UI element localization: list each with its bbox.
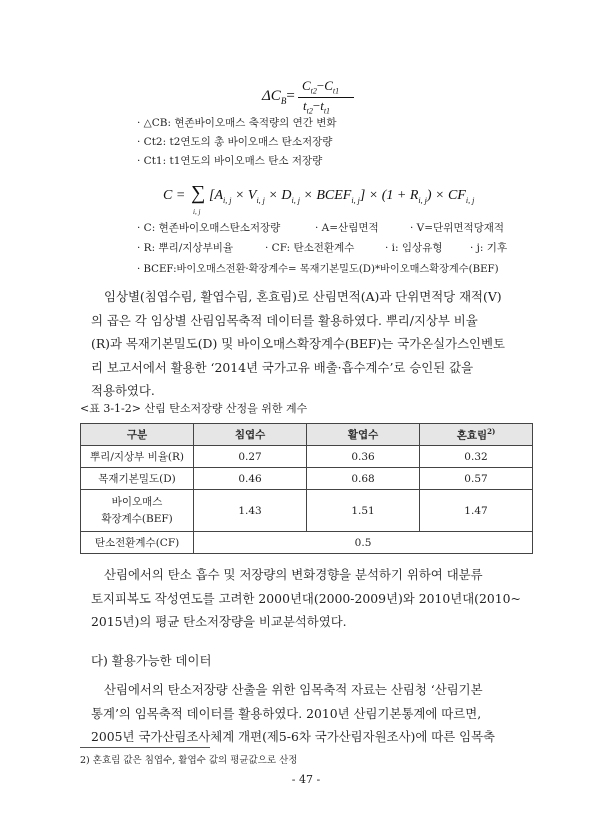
formula-den-sub2: t1 <box>323 106 331 116</box>
formula-den-t2: t <box>320 98 324 113</box>
paragraph-line: 산림에서의 탄소저장량 산출을 위한 임목축적 자료는 산림청 ‘산림기본 <box>104 682 483 697</box>
bullet-delta-cb: · △CB: 현존바이오매스 축적량의 연간 변화 <box>137 117 337 129</box>
formula-annual-change <box>262 78 402 118</box>
table-cell: 0.32 <box>420 446 533 468</box>
table-header-row <box>81 424 533 446</box>
table-header-cell: 구분 <box>81 424 194 446</box>
formula-lhs-sub: B <box>280 96 287 106</box>
table-row-label-line: 바이오매스 <box>111 495 163 508</box>
formula-num-c1: C <box>302 78 311 93</box>
table-cell: 1.47 <box>420 490 533 532</box>
table-header-cell: 혼효림$^{2)}$ <box>420 424 533 446</box>
formula-den-minus: − <box>312 98 321 113</box>
formula-eq: = <box>286 88 295 104</box>
bullet-c: · C: 현존바이오매스탄소저장량 <box>137 222 281 234</box>
table-cell: 1.43 <box>194 490 307 532</box>
table-row-label: 목재기본밀도(D) <box>81 468 194 490</box>
table-row <box>81 468 533 490</box>
bullet-cf: · CF: 탄소전환계수 <box>265 242 355 254</box>
section-heading: 다) 활용가능한 데이터 <box>91 653 212 668</box>
table-row <box>81 532 533 554</box>
bullet-r: · R: 뿌리/지상부비율 <box>137 242 233 254</box>
table-header-cell: 침엽수 <box>194 424 307 446</box>
formula-lhs: ΔC <box>262 88 281 104</box>
formula-carbon-storage: C = ∑ i, j [$A_{i, j} \times V_{i, j} \times D_{i, j}$ × $BCEF_{i, j}] \times (1 + R_{i, j}) \times CF_{i, j}$ <box>163 182 475 216</box>
paragraph-line: 토지피복도 작성연도를 고려한 2000년대(2000-2009년)와 2010년대(2010~ <box>91 590 521 606</box>
coefficient-table <box>80 423 533 554</box>
paragraph-line: 리 보고서에서 활용한 ‘2014년 국가고유 배출·흡수계수’로 승인된 값을 <box>91 359 474 375</box>
paragraph-line: 적용하였다. <box>91 383 155 398</box>
bullet-j: · j: 기후 <box>470 242 508 254</box>
paragraph-analysis <box>91 563 531 634</box>
paragraph-line: 2015년)의 평균 탄소저장량을 비교분석하였다. <box>91 614 347 629</box>
table-cell: 0.36 <box>307 446 420 468</box>
page-number: - 47 - <box>291 773 321 786</box>
table-row-label <box>81 490 194 532</box>
footnote: 2) 혼효림 값은 침엽수, 활엽수 값의 평균값으로 산정 <box>80 755 298 766</box>
table-row <box>81 490 533 532</box>
formula-den-sub1: t2 <box>306 106 313 116</box>
footnote-divider <box>80 747 210 748</box>
formula2-sum-sub: i, j <box>193 208 201 216</box>
paragraph-data <box>91 678 531 749</box>
table-cell: 0.68 <box>307 468 420 490</box>
bullet-a: · A=산림면적 <box>315 222 379 234</box>
table-cell: 0.46 <box>194 468 307 490</box>
paragraph-line: 2005년 국가산림조사체계 개편(제5-6차 국가산림자원조사)에 따른 임목축 <box>91 729 496 744</box>
table-row-label: 탄소전환계수(CF) <box>81 532 194 554</box>
bullet-v: · V=단위면적당재적 <box>410 222 505 234</box>
paragraph-line: 의 곱은 각 임상별 산림임목축적 데이터를 활용하였다. 뿌리/지상부 비율 <box>91 312 478 328</box>
table-cell: 0.57 <box>420 468 533 490</box>
table-cell: 0.27 <box>194 446 307 468</box>
sum-icon: ∑ <box>191 182 206 204</box>
paragraph-line: 통계’의 임목축적 데이터를 활용하였다. 2010년 산림기본통계에 따르면, <box>91 705 482 721</box>
formula-num-sub1: t2 <box>310 86 317 96</box>
table-row-label: 뿌리/지상부 비율(R) <box>81 446 194 468</box>
bullet-ct1: · Ct1: t1연도의 바이오매스 탄소 저장량 <box>137 155 323 167</box>
table-caption: <표 3-1-2> 산림 탄소저장량 산정을 위한 계수 <box>80 402 308 415</box>
bullet-bcef: · BCEF:바이오매스전환·확장계수= 목재기본밀도(D)*바이오매스확장계수(BEF) <box>137 264 499 275</box>
table-row-label-line: 확장계수(BEF) <box>101 512 173 525</box>
table-cell: 1.51 <box>307 490 420 532</box>
bullet-i: · i: 임상유형 <box>385 242 443 254</box>
paragraph-line: 산림에서의 탄소 흡수 및 저장량의 변화경향을 분석하기 위하여 대분류 <box>104 567 483 582</box>
paragraph-method <box>91 285 531 403</box>
formula-num-minus: − <box>316 78 325 93</box>
formula-den-t1: t <box>303 98 307 113</box>
table-header-cell: 활엽수 <box>307 424 420 446</box>
table-row <box>81 446 533 468</box>
bullet-ct2: · Ct2: t2연도의 총 바이오매스 탄소저장량 <box>137 136 333 148</box>
formula-num-c2: C <box>324 78 333 93</box>
formula-num-sub2: t1 <box>332 86 340 96</box>
paragraph-line: 임상별(침엽수림, 활엽수림, 혼효림)로 산림면적(A)과 단위면적당 재적(V) <box>104 289 502 304</box>
paragraph-line: (R)과 목재기본밀도(D) 및 바이오매스확장계수(BEF)는 국가온실가스인벤토 <box>91 336 505 351</box>
table-cell: 0.5 <box>194 532 533 554</box>
